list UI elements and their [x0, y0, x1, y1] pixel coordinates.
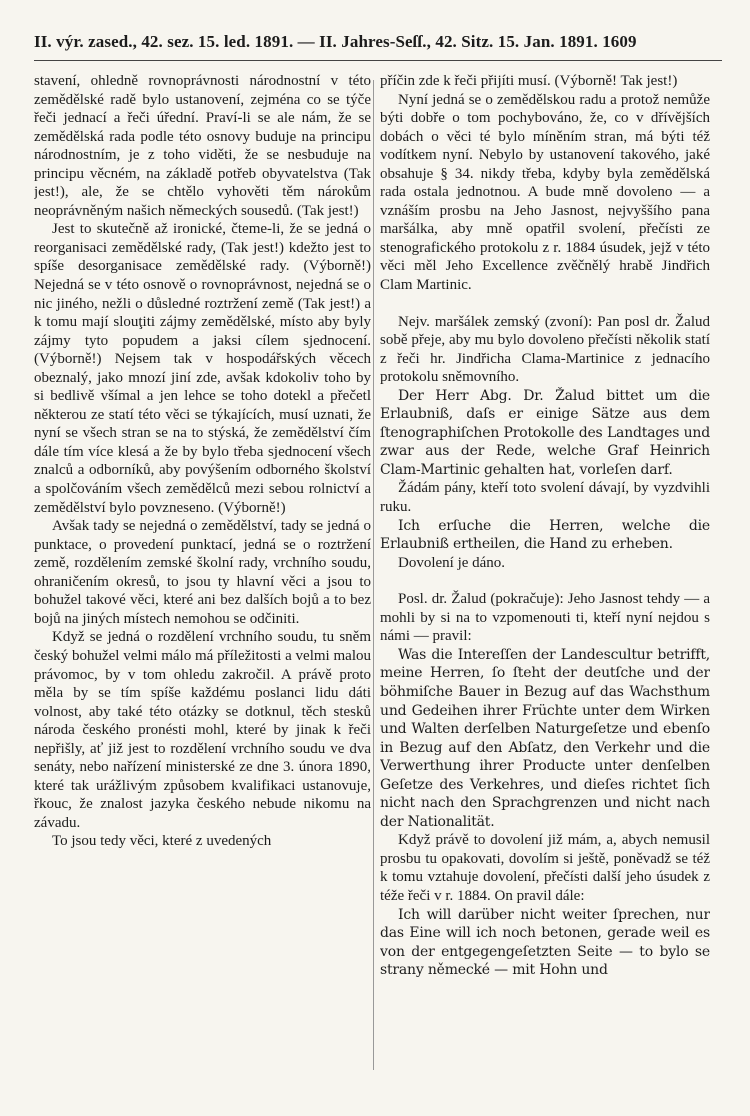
german-paragraph: Der Herr Abg. Dr. Žalud bittet um die Erlaubniß, daſs er einige Sätze aus dem ſtenographiſchen Protokolle des Landtages und zwar aus der Rede, welche Graf Heinrich Clam-Martinic gehalten hat, vorleſen darf. [380, 387, 710, 478]
paragraph: Dovolení je dáno. [398, 554, 506, 571]
running-header: II. výr. zased., 42. sez. 15. led. 1891. — II. Jahres-Seſſ., 42. Sitz. 15. Jan. 1891. 1609 [34, 32, 637, 51]
speaker-paragraph: Posl. dr. Žalud (pokračuje): Jeho Jasnost tehdy — a mohli by si na to vzpomenouti ti, kteří nyní nejdou s námi — pravil: [380, 591, 710, 645]
paragraph: Když právě to dovolení již mám, a, abych nemusil prosbu tu opakovati, dovolím si ještě, poněvadž se též k tomu vztahuje dovolení, přečísti další jeho úsudek z téže řeči v r. 1884. On pravil dále: [380, 832, 710, 904]
paragraph: Žádám pány, kteří toto svolení dávají, by vyzdvihli ruku. [380, 480, 710, 516]
column-divider [373, 80, 374, 1070]
german-paragraph: Ich erſuche die Herren, welche die Erlaubniß ertheilen, die Hand zu erheben. [380, 517, 710, 553]
paragraph: Když se jedná o rozdělení vrchního soudu, tu sněm český bohužel velmi málo má příležitosti a velmi malou právomoc, by v tom ohledu zakročil. A právě proto měla by se tím spíše každému poslanci lidu dáti volnost, aby také této otázky se dotknul, těch stesků národa českého pronésti mohl, které by jinak k řeči nepřišly, ať již jest to rozdělení vrchního soudu ve dva senáty, nebo nařízení ministerské ze dne 3. února 1890, které tak urážlivým způsobem kvalifikaci ustanovuje, řkouc, že znalost jazyka českého nebude nikomu na závadu. [34, 629, 371, 831]
left-column [34, 72, 371, 1102]
german-quote-paragraph: Was die Intereſſen der Landescultur betrifft, meine Herren, ſo ſteht der deutſche und der böhmiſche Bauer in Bezug auf das Wachsthum und Gedeihen ihrer Früchte unter dem Wirken und Walten derſelben Naturgeſetze und ebenſo in Bezug auf den Abſatz, den Verkehr und die Verwerthung ihrer Producte unter denſelben Geſetze des Verkehres, und dieſes richtet ſich nicht nach den Sprachgrenzen und nicht nach der Nationalität. [380, 646, 710, 830]
paragraph: stavení, ohledně rovnoprávnosti národnostní v této zemědělské radě bylo ustanovení, zejména co se týče řeči jednací a řeči úřední. Praví-li se ale nám, že se zemědělská rada podle této osnovy buduje na principu národnostním, je z toho viděti, že se nesbuduje na principu věcném, na základě potřeb obyvatelstva (Tak jest!), ale, že se chtělo vyhověti těm nárokům neoprávněným našich německých sousedů. (Tak jest!) [34, 73, 371, 219]
header-rule [34, 60, 722, 61]
paragraph: Nyní jedná se o zemědělskou radu a protož nemůže býti dobře o tom pochybováno, že, co v dřívějších dobách o věci té bylo míněním stran, má býti též vodítkem nyní. Nebylo by ustanovení takového, jaké obsahuje § 34. nikdy třeba, kdyby byla zemědělská rada ostala jednotnou. A bude mně dovoleno — a vznáším prosbu na Jeho Jasnost, nejvyššího pana maršálka, aby mně opatřil svolení, přečísti ze stenografického protokolu z r. 1884 úsudek, jejž v této věci měl Jeho Excellence zvěčnělý hrabě Jindřich Clam Martinic. [380, 91, 710, 294]
paragraph: Avšak tady se nejedná o zemědělství, tady se jedná o punktace, o provedení punktací, jedná se o roztržení země, rozdělením zemské školní rady, vrchního soudu, ohraničením okresů, to jsou ty hlavní věci a jsou to bohužel takové věci, které ani bez dalších bojů a to bez bojů na jiných místech nemohou se odčiniti. [34, 518, 371, 627]
german-quote-paragraph: Ich will darüber nicht weiter ſprechen, nur das Eine will ich noch betonen, gerade weil es von der entgegengeſetzten Seite — to bylo se strany německé — mit Hohn und [380, 906, 710, 979]
speaker-paragraph: Nejv. maršálek zemský (zvoní): Pan posl dr. Žalud sobě přeje, aby mu bylo dovoleno přečísti několik statí z řeči hr. Jindřicha Clama-Martinice z jednacího protokolu sněmovního. [380, 313, 710, 386]
paragraph: To jsou tedy věci, které z uvedených [52, 833, 272, 850]
paragraph: Jest to skutečně až ironické, čteme-li, že se jedná o reorganisaci zemědělské rady, (Tak jest!) kdežto jest to spíše desorganisace zemědělské rady. (Výborně!) Nejedná se v této osnově o rovnoprávnost, nejedná se o nic jiného, nežli o důsledné roztržení země (Tak jest!) a k tomu mají slouţiti zájmy zemědělské, místo aby byly zájmy tyto popudem a jaksi cílem sjednocení. (Výborně!) Nejsem tak v hospodářských věcech obeznalý, jako mnozí jiní zde, avšak kdokoliv toho by si bedlivě všímal a jen lehce se toho dotekl a přečetl některou ze statí této věci se týkajících, musí uznati, že nyní se všech stran se na to stýská, že zemědělství čím dále tím více klesá a že by bylo třeba sjednocení všech znalců a odborníků, aby povýšením odborného školství a spolčováním všech zemědělců mezi sebou rolnictví a zemědělství bylo povzneseno. (Výborně!) [34, 221, 371, 516]
paragraph: příčin zde k řeči přijíti musí. (Výborně! Tak jest!) [380, 73, 678, 89]
right-column [380, 72, 710, 1102]
